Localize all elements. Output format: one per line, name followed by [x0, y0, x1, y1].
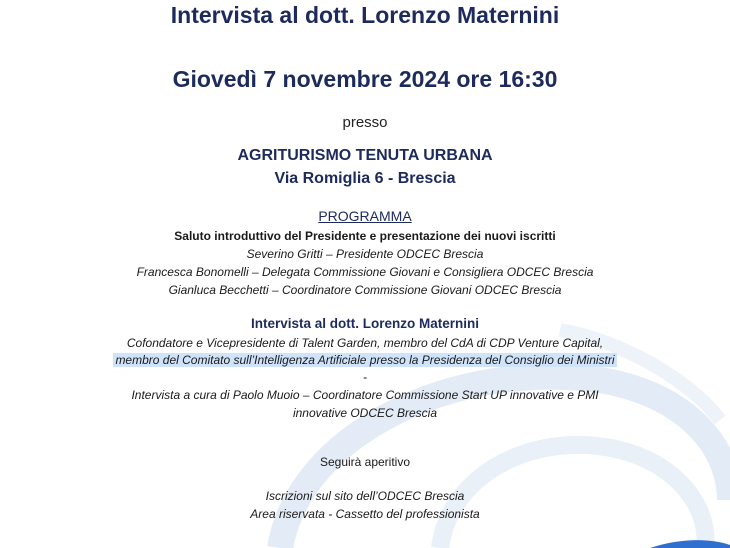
speaker-line: Gianluca Becchetti – Coordinatore Commissione Giovani ODCEC Brescia: [168, 283, 562, 297]
bio-line-highlighted: [0, 353, 730, 367]
venue-address: Via Romiglia 6 - Brescia: [274, 170, 456, 187]
event-date: Giovedì 7 novembre 2024 ore 16:30: [172, 66, 558, 92]
page-title: Intervista al dott. Lorenzo Maternini: [170, 2, 560, 28]
speaker-line: Francesca Bonomelli – Delegata Commissione Giovani e Consigliera ODCEC Brescia: [136, 265, 594, 279]
registration-note: Iscrizioni sul sito dell’ODCEC Brescia: [265, 489, 465, 503]
venue-name: AGRITURISMO TENUTA URBANA: [237, 147, 493, 164]
curated-by-line: Intervista a cura di Paolo Muoio – Coordinatore Commissione Start UP innovative e PMI: [131, 388, 599, 402]
bio-line: Cofondatore e Vicepresidente di Talent Garden, membro del CdA di CDP Venture Capital,: [126, 336, 604, 350]
program-heading: PROGRAMMA: [318, 208, 412, 224]
reserved-area-note: Area riservata - Cassetto del professionista: [250, 507, 480, 521]
separator-dash: -: [363, 370, 367, 384]
program-intro: Saluto introduttivo del Presidente e presentazione dei nuovi iscritti: [174, 229, 556, 243]
aperitivo-note: Seguirà aperitivo: [319, 455, 411, 469]
interview-title: Intervista al dott. Lorenzo Maternini: [250, 316, 480, 331]
text-selection-highlight: membro del Comitato sull’Intelligenza Artificiale presso la Presidenza del Consiglio dei Ministri: [115, 353, 615, 367]
blue-corner-accent: [650, 540, 730, 548]
presso-label: presso: [342, 114, 388, 131]
curated-by-line: innovative ODCEC Brescia: [292, 406, 438, 420]
speaker-line: Severino Gritti – Presidente ODCEC Brescia: [246, 247, 484, 261]
